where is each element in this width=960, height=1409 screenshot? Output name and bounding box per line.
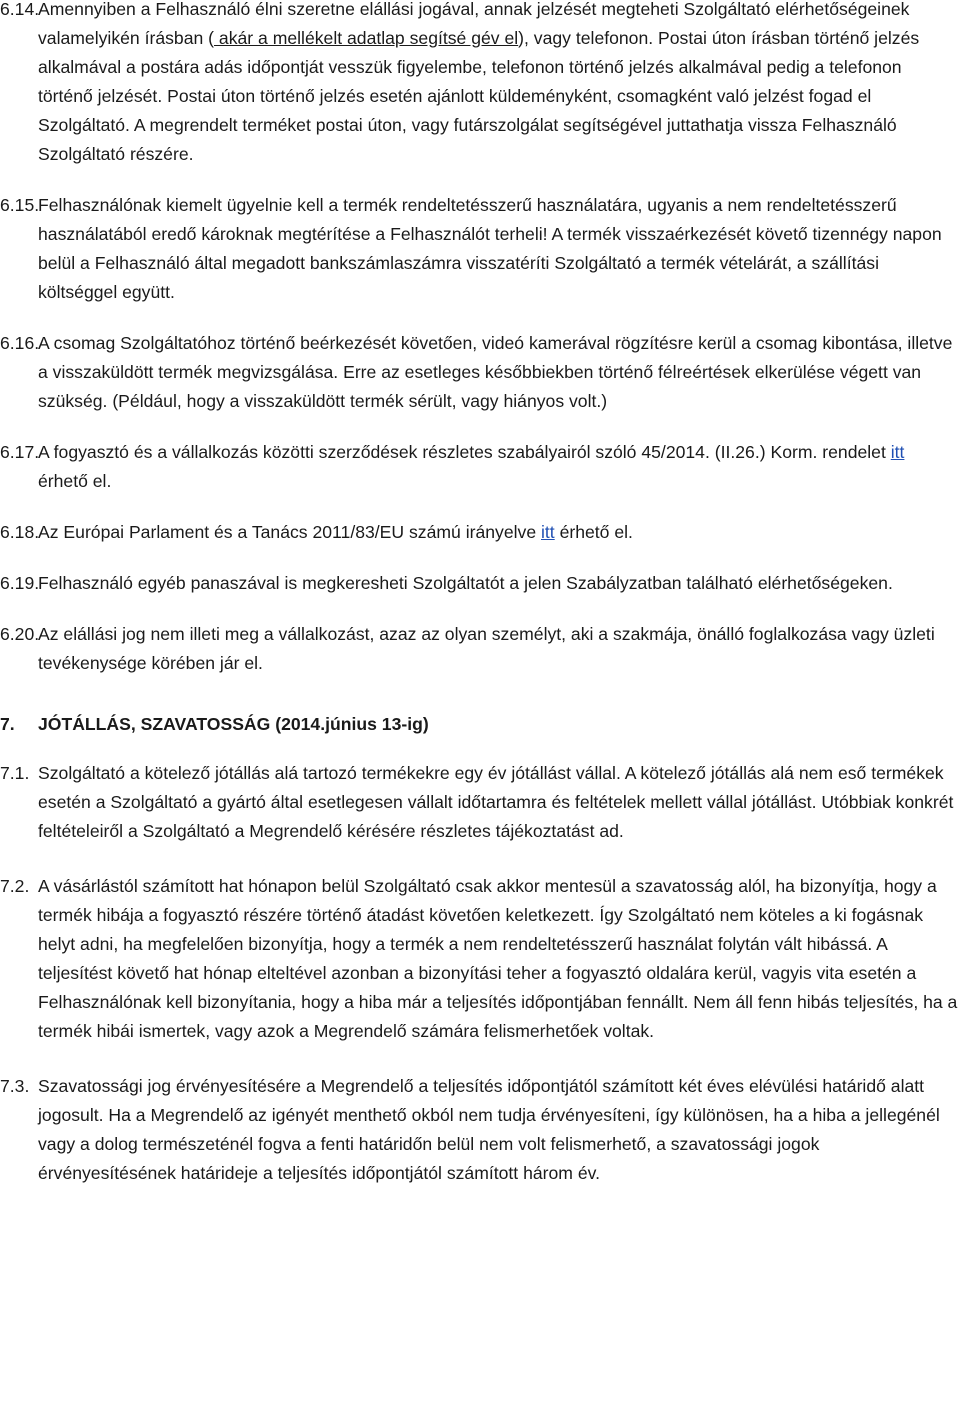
- section-number: 7.2.: [0, 876, 30, 896]
- section-text: Szolgáltató a kötelező jótállás alá tartozó termékekre egy év jótállást vállal. A kötelező jótállás alá nem eső termékek esetén a Szolgáltató a gyártó által esetlegesen vállalt időtartamra és feltételek mellett vállal jótállást. Utóbbiak konkrét feltételeiről a Szolgáltató a Megrendelő kérésére részletes tájékoztatást ad.: [38, 763, 954, 841]
- heading-title: JÓTÁLLÁS, SZAVATOSSÁG (2014.június 13-ig): [38, 714, 429, 734]
- section-number: 6.15.: [0, 195, 40, 215]
- section-number: 6.19.: [0, 573, 40, 593]
- section-text: A fogyasztó és a vállalkozás közötti szerződések részletes szabályairól szóló 45/2014. (II.26.) Korm. rendelet: [38, 442, 891, 462]
- section-text: Felhasználónak kiemelt ügyelnie kell a termék rendeltetésszerű használatára, ugyanis a nem rendeltetésszerű használatából eredő károknak megtérítése a Felhasználót terheli! A termék visszaérkezését követő tizennégy napon belül a Felhasználó által megadott bankszámlaszámra visszatéríti Szolgáltató a termék vételárát, a szállítási költséggel együtt.: [38, 195, 942, 302]
- section-text-continued: ), vagy telefonon. Postai úton írásban történő jelzés alkalmával a postára adás időpontját vesszük figyelembe, telefonon történő jelzés alkalmával pedig a telefonon történő jelzését. Postai úton történő jelzés esetén ajánlott küldeményként, csomagként való jelzést fogad el Szolgáltató. A megrendelt terméket postai úton, vagy futárszolgálat segítségével juttathatja vissza Felhasználó Szolgáltató részére.: [38, 28, 920, 164]
- section-6-15: [0, 191, 960, 307]
- section-7-1: [0, 759, 960, 846]
- section-text: Az Európai Parlament és a Tanács 2011/83/EU számú irányelve: [38, 522, 541, 542]
- section-text: Amennyiben a Felhasználó élni szeretne elállási jogával, annak jelzését megteheti Szolgáltató elérhetőségeinek valamelyikén írásban (: [38, 0, 910, 48]
- section-text: A csomag Szolgáltatóhoz történő beérkezését követően, videó kamerával rögzítésre kerül a csomag kibontása, illetve a visszaküldött termék megvizsgálása. Erre az esetleges későbbiekben történő félreértések elkerülése végett van szükség. (Például, hogy a visszaküldött termék sérült, vagy hiányos volt.): [38, 333, 953, 411]
- section-7-3: [0, 1072, 960, 1188]
- itt-link-korm-rendelet[interactable]: itt: [890, 442, 905, 462]
- section-6-17: [0, 438, 960, 496]
- section-6-16: [0, 329, 960, 416]
- section-text-end: érhető el.: [554, 522, 633, 542]
- section-number: 6.17.: [0, 442, 40, 462]
- section-number: 6.14.: [0, 0, 40, 19]
- section-6-18: [0, 518, 960, 547]
- heading-number: 7.: [0, 714, 15, 734]
- section-text: Szavatossági jog érvényesítésére a Megrendelő a teljesítés időpontjától számított két éves elévülési határidő alatt jogosult. Ha a Megrendelő az igényét menthető okból nem tudja érvényesíteni, így különösen, ha a hiba a jellegénél vagy a dolog természeténél fogva a fenti határidőn belül nem volt felismerhető, a szavatossági jogok érvényesítésének határideje a teljesítés időpontjától számított három év.: [38, 1076, 940, 1183]
- section-7-2: [0, 872, 960, 1046]
- section-text-end: érhető el.: [38, 471, 112, 491]
- section-text: Az elállási jog nem illeti meg a vállalkozást, azaz az olyan személyt, aki a szakmája, önálló foglalkozása vagy üzleti tevékenysége körében jár el.: [38, 624, 935, 673]
- section-number: 7.3.: [0, 1076, 30, 1096]
- section-6-14: [0, 0, 960, 169]
- section-number: 6.18.: [0, 522, 40, 542]
- section-number: 7.1.: [0, 763, 30, 783]
- section-heading-7: [0, 710, 960, 739]
- section-text: Felhasználó egyéb panaszával is megkeresheti Szolgáltatót a jelen Szabályzatban található elérhetőségeken.: [38, 573, 893, 593]
- section-6-20: [0, 620, 960, 678]
- underlined-text: akár a mellékelt adatlap segítsé gév el: [214, 28, 519, 48]
- section-number: 6.16.: [0, 333, 40, 353]
- section-text: A vásárlástól számított hat hónapon belül Szolgáltató csak akkor mentesül a szavatosság alól, ha bizonyítja, hogy a termék hibája a fogyasztó részére történő átadást követően keletkezett. Így Szolgáltató nem köteles a ki fogásnak helyt adni, ha megfelelően bizonyítja, hogy a termék a nem rendeltetésszerű használat folytán vált hibássá. A teljesítést követő hat hónap elteltével azonban a bizonyítási teher a fogyasztó oldalára kerül, vagyis vita esetén a Felhasználónak kell bizonyítania, hogy a hiba már a teljesítés időpontjában fennállt. Nem áll fenn hibás teljesítés, ha a termék hibái ismertek, vagy azok a Megrendelő számára felismerhetőek voltak.: [38, 876, 958, 1041]
- section-number: 6.20.: [0, 624, 40, 644]
- itt-link-iranyelv[interactable]: itt: [541, 522, 555, 542]
- section-6-19: [0, 569, 960, 598]
